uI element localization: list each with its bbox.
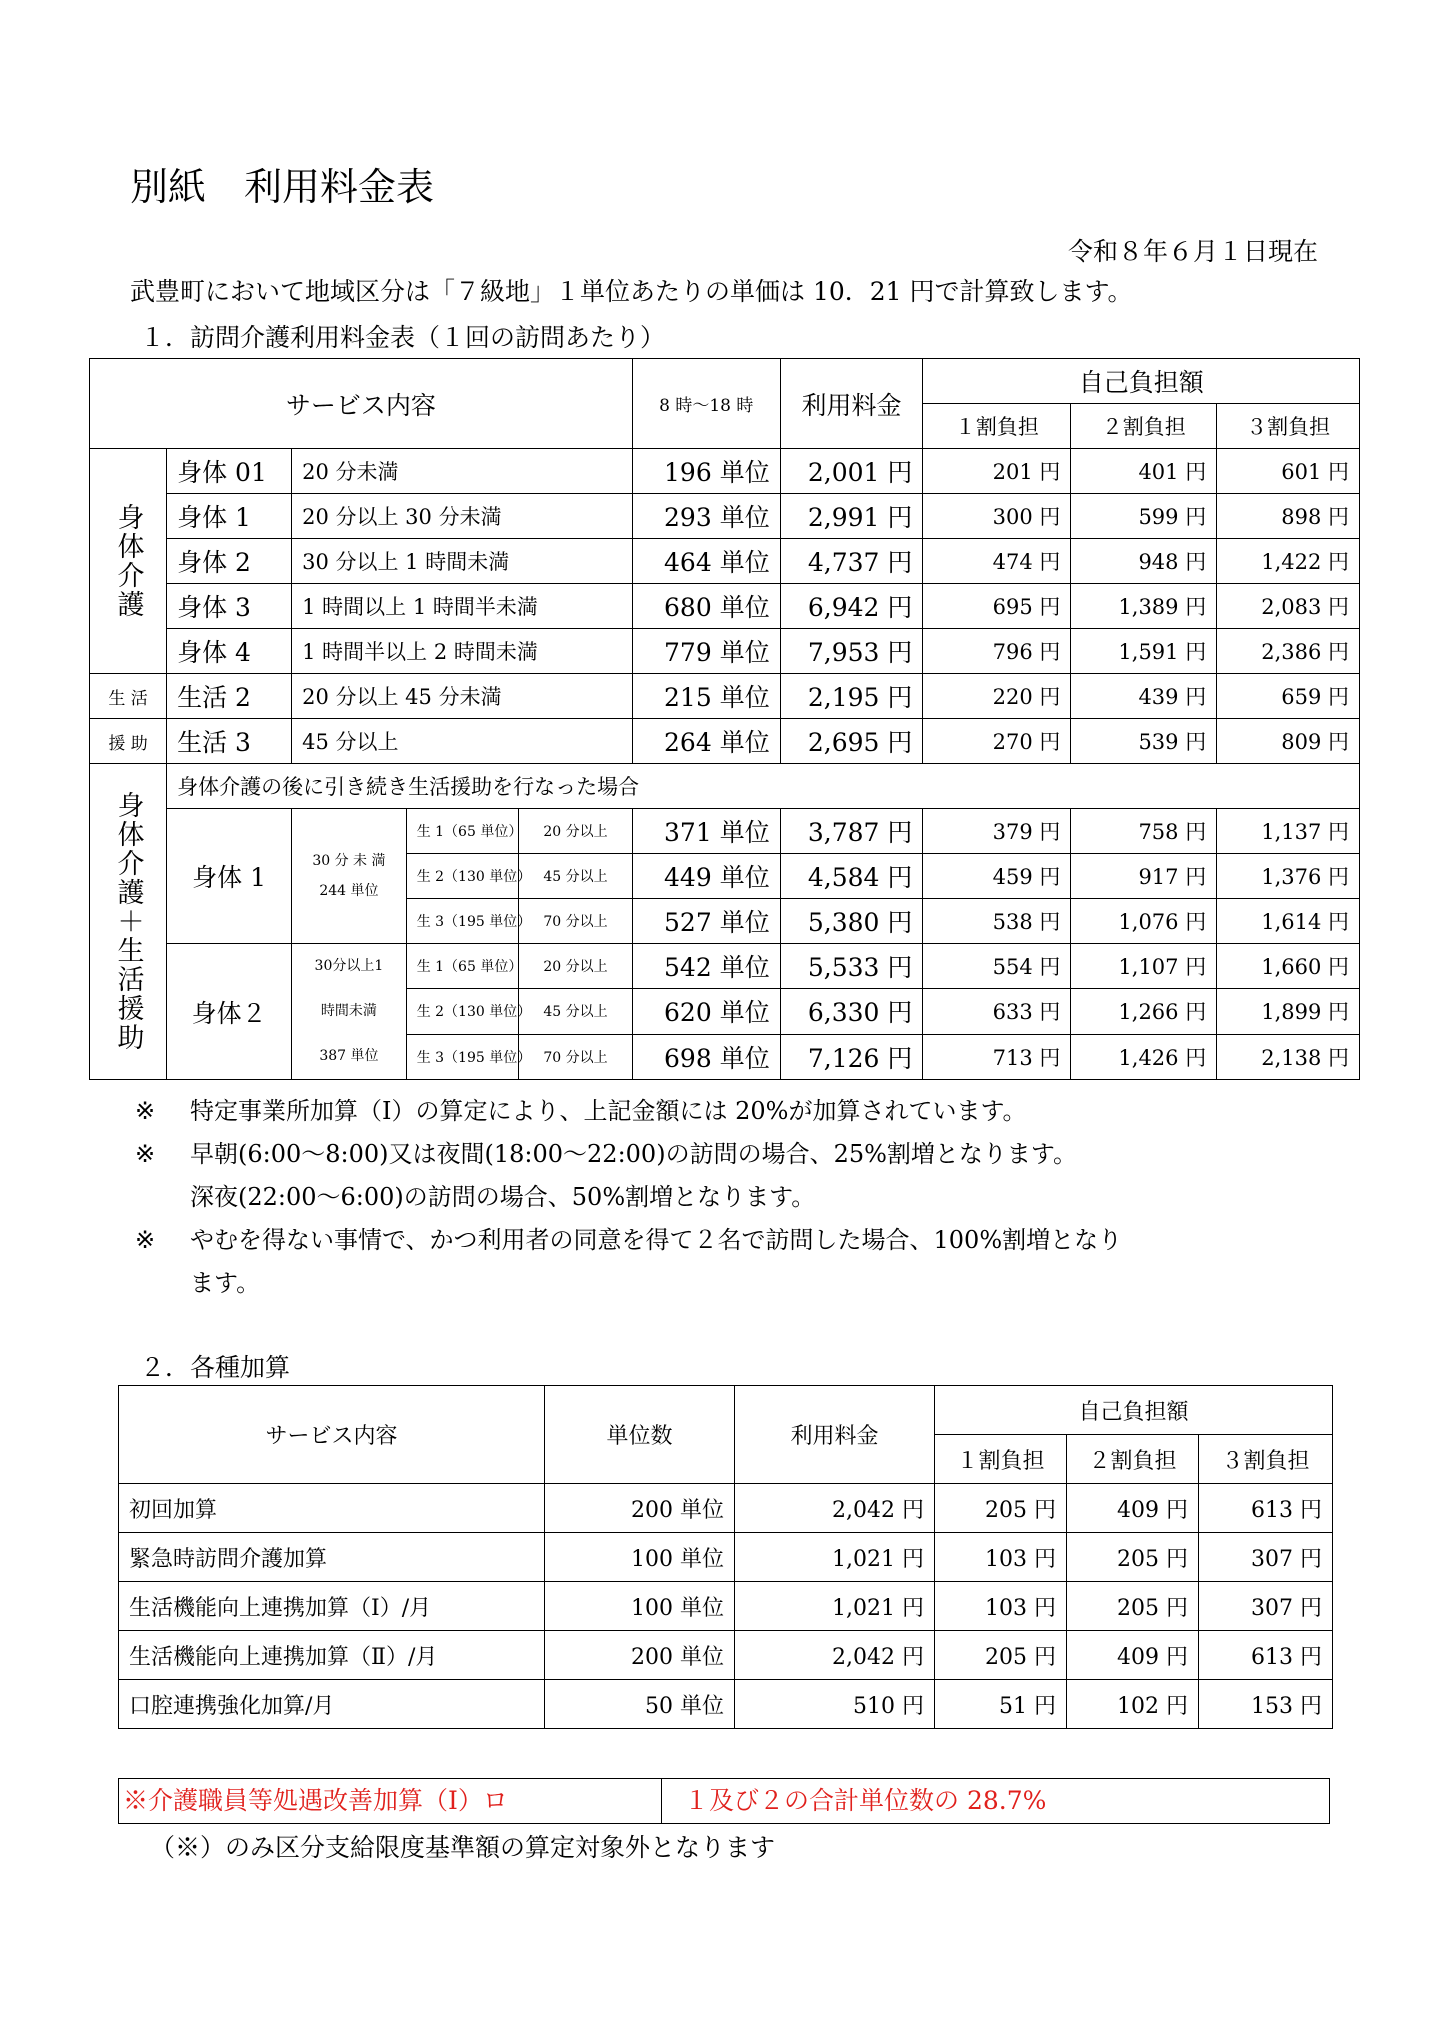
row-desc: 30 分以上 1 時間未満 — [292, 539, 633, 584]
row-desc: 1 時間以上 1 時間半未満 — [292, 584, 633, 629]
combo-1-sub-b: 244 単位 — [319, 883, 379, 899]
note-text: ます。 — [190, 1269, 261, 1297]
row-b2: 102 円 — [1067, 1680, 1199, 1729]
row-b2: 1,266 円 — [1071, 989, 1217, 1034]
combo-s: 生 3（195 単位） — [406, 1034, 519, 1079]
row-b1: 633 円 — [923, 989, 1071, 1034]
row-units: 371 単位 — [632, 809, 780, 854]
header-units: 単位数 — [545, 1386, 735, 1484]
combo-t: 20 分以上 — [519, 944, 633, 989]
visit-care-fee-table — [89, 358, 1360, 1080]
row-b2: 409 円 — [1067, 1631, 1199, 1680]
row-b1: 554 円 — [923, 944, 1071, 989]
note-2 — [135, 1133, 1122, 1219]
row-units: 200 単位 — [545, 1631, 735, 1680]
row-b1: 713 円 — [923, 1034, 1071, 1079]
row-name: 身体 01 — [167, 449, 292, 494]
row-units: 293 単位 — [632, 494, 780, 539]
combo-t: 20 分以上 — [519, 809, 633, 854]
combo-2-name: 身体２ — [167, 944, 292, 1080]
row-units: 50 単位 — [545, 1680, 735, 1729]
row-fee: 2,001 円 — [780, 449, 923, 494]
combo-2-sub-a: 30分以上1 — [314, 958, 384, 974]
row-name: 生活 3 — [167, 719, 292, 764]
header-burden-1: １割負担 — [923, 404, 1071, 449]
header-burden: 自己負担額 — [935, 1386, 1333, 1435]
row-b1: 201 円 — [923, 449, 1071, 494]
row-name: 身体 4 — [167, 629, 292, 674]
row-desc: 20 分未満 — [292, 449, 633, 494]
row-units: 100 単位 — [545, 1582, 735, 1631]
row-units: 264 単位 — [632, 719, 780, 764]
row-b1: 205 円 — [935, 1484, 1067, 1533]
row-b1: 205 円 — [935, 1631, 1067, 1680]
improvement-addition-label: ※介護職員等処遇改善加算（Ⅰ）ロ — [119, 1779, 662, 1823]
row-fee: 510 円 — [735, 1680, 935, 1729]
combo-s: 生 1（65 単位） — [406, 944, 519, 989]
row-b2: 599 円 — [1071, 494, 1217, 539]
row-units: 200 単位 — [545, 1484, 735, 1533]
date-label: 令和８年６月１日現在 — [1067, 237, 1318, 266]
note-mark: ※ — [135, 1226, 156, 1254]
row-b3: 2,386 円 — [1217, 629, 1360, 674]
row-fee: 7,126 円 — [780, 1034, 923, 1079]
row-b3: 1,422 円 — [1217, 539, 1360, 584]
notes-block — [135, 1090, 1122, 1305]
group-shintai-label: 身体介護 — [90, 449, 167, 674]
table-row — [90, 944, 1360, 989]
section-2-heading: ２．各種加算 — [140, 1353, 291, 1382]
group-combo-label: 身体介護＋生活援助 — [90, 764, 167, 1080]
row-fee: 6,942 円 — [780, 584, 923, 629]
row-b2: 1,426 円 — [1071, 1034, 1217, 1079]
table-row — [90, 674, 1360, 719]
row-units: 100 単位 — [545, 1533, 735, 1582]
row-b1: 538 円 — [923, 899, 1071, 944]
combo-s: 生 1（65 単位） — [406, 809, 519, 854]
row-b3: 809 円 — [1217, 719, 1360, 764]
combo-t: 45 分以上 — [519, 989, 633, 1034]
row-units: 779 単位 — [632, 629, 780, 674]
row-b2: 758 円 — [1071, 809, 1217, 854]
header-burden-2: ２割負担 — [1067, 1435, 1199, 1484]
row-b1: 103 円 — [935, 1582, 1067, 1631]
row-desc: 20 分以上 30 分未満 — [292, 494, 633, 539]
note-mark: ※ — [135, 1140, 156, 1168]
row-b3: 1,376 円 — [1217, 854, 1360, 899]
table-row — [90, 809, 1360, 854]
row-desc: 20 分以上 45 分未満 — [292, 674, 633, 719]
row-units: 196 単位 — [632, 449, 780, 494]
row-units: 698 単位 — [632, 1034, 780, 1079]
table-row — [90, 539, 1360, 584]
row-b1: 459 円 — [923, 854, 1071, 899]
row-b3: 1,660 円 — [1217, 944, 1360, 989]
row-b3: 2,138 円 — [1217, 1034, 1360, 1079]
section-1-heading: １．訪問介護利用料金表（１回の訪問あたり） — [140, 323, 666, 352]
table-row — [119, 1631, 1333, 1680]
row-name: 身体 2 — [167, 539, 292, 584]
row-b2: 1,076 円 — [1071, 899, 1217, 944]
row-b3: 307 円 — [1199, 1582, 1333, 1631]
row-fee: 5,533 円 — [780, 944, 923, 989]
header-burden-2: ２割負担 — [1071, 404, 1217, 449]
header-burden-3: ３割負担 — [1199, 1435, 1333, 1484]
note-text: 特定事業所加算（Ⅰ）の算定により、上記金額には 20%が加算されています。 — [190, 1097, 1027, 1125]
note-text: 早朝(6:00～8:00)又は夜間(18:00～22:00)の訪問の場合、25%割増となります。 — [190, 1140, 1077, 1168]
combo-caption-row — [90, 764, 1360, 809]
row-b2: 401 円 — [1071, 449, 1217, 494]
row-b3: 1,137 円 — [1217, 809, 1360, 854]
row-fee: 1,021 円 — [735, 1582, 935, 1631]
row-fee: 5,380 円 — [780, 899, 923, 944]
combo-2-sub-c: 387 単位 — [319, 1048, 379, 1064]
combo-s: 生 2（130 単位） — [406, 989, 519, 1034]
row-b2: 1,389 円 — [1071, 584, 1217, 629]
row-fee: 4,737 円 — [780, 539, 923, 584]
row-fee: 2,042 円 — [735, 1631, 935, 1680]
row-units: 215 単位 — [632, 674, 780, 719]
combo-1-sub — [292, 809, 407, 944]
group-seikatsu-label-1: 生 活 — [90, 674, 167, 719]
row-b1: 300 円 — [923, 494, 1071, 539]
header-time: 8 時～18 時 — [632, 359, 780, 449]
row-b1: 270 円 — [923, 719, 1071, 764]
table-row — [90, 449, 1360, 494]
row-desc: 45 分以上 — [292, 719, 633, 764]
table-row — [90, 584, 1360, 629]
combo-1-name: 身体 1 — [167, 809, 292, 944]
row-units: 620 単位 — [632, 989, 780, 1034]
header-fee: 利用料金 — [735, 1386, 935, 1484]
row-fee: 7,953 円 — [780, 629, 923, 674]
table-row — [119, 1533, 1333, 1582]
row-name: 緊急時訪問介護加算 — [119, 1533, 545, 1582]
row-b3: 601 円 — [1217, 449, 1360, 494]
row-units: 527 単位 — [632, 899, 780, 944]
row-name: 生活機能向上連携加算（Ⅰ）/月 — [119, 1582, 545, 1631]
improvement-addition-value: １及び２の合計単位数の 28.7% — [684, 1786, 1047, 1815]
header-burden-1: １割負担 — [935, 1435, 1067, 1484]
group-seikatsu-label-2: 援 助 — [90, 719, 167, 764]
row-b3: 659 円 — [1217, 674, 1360, 719]
row-name: 生活 2 — [167, 674, 292, 719]
combo-s: 生 3（195 単位） — [406, 899, 519, 944]
row-b2: 409 円 — [1067, 1484, 1199, 1533]
row-fee: 3,787 円 — [780, 809, 923, 854]
header-service: サービス内容 — [119, 1386, 545, 1484]
note-mark: ※ — [135, 1097, 156, 1125]
combo-t: 45 分以上 — [519, 854, 633, 899]
note-1 — [135, 1090, 1122, 1133]
row-b3: 2,083 円 — [1217, 584, 1360, 629]
combo-t: 70 分以上 — [519, 899, 633, 944]
row-units: 680 単位 — [632, 584, 780, 629]
note-3 — [135, 1219, 1122, 1305]
header-service: サービス内容 — [90, 359, 633, 449]
row-b3: 153 円 — [1199, 1680, 1333, 1729]
row-fee: 2,042 円 — [735, 1484, 935, 1533]
row-fee: 1,021 円 — [735, 1533, 935, 1582]
row-b2: 1,107 円 — [1071, 944, 1217, 989]
row-b3: 307 円 — [1199, 1533, 1333, 1582]
row-name: 初回加算 — [119, 1484, 545, 1533]
row-fee: 6,330 円 — [780, 989, 923, 1034]
row-b2: 917 円 — [1071, 854, 1217, 899]
improvement-addition-box — [118, 1778, 1330, 1824]
row-b1: 796 円 — [923, 629, 1071, 674]
row-b1: 695 円 — [923, 584, 1071, 629]
combo-caption: 身体介護の後に引き続き生活援助を行なった場合 — [167, 764, 1360, 809]
row-b2: 539 円 — [1071, 719, 1217, 764]
header-burden-3: ３割負担 — [1217, 404, 1360, 449]
intro-text: 武豊町において地域区分は「７級地」１単位あたりの単価は 10．21 円で計算致します。 — [130, 277, 1133, 306]
row-fee: 2,991 円 — [780, 494, 923, 539]
table-row — [90, 719, 1360, 764]
combo-2-sub — [292, 944, 407, 1080]
row-b1: 379 円 — [923, 809, 1071, 854]
table-row — [119, 1582, 1333, 1631]
combo-2-sub-b: 時間未満 — [320, 1003, 377, 1019]
additional-fee-table — [118, 1385, 1333, 1729]
row-fee: 4,584 円 — [780, 854, 923, 899]
header-burden: 自己負担額 — [923, 359, 1360, 404]
row-b3: 898 円 — [1217, 494, 1360, 539]
row-fee: 2,695 円 — [780, 719, 923, 764]
table-row — [90, 494, 1360, 539]
row-b2: 439 円 — [1071, 674, 1217, 719]
footnote: （※）のみ区分支給限度基準額の算定対象外となります — [150, 1833, 776, 1862]
row-name: 身体 3 — [167, 584, 292, 629]
row-b2: 205 円 — [1067, 1582, 1199, 1631]
combo-s: 生 2（130 単位） — [406, 854, 519, 899]
row-fee: 2,195 円 — [780, 674, 923, 719]
note-text: 深夜(22:00～6:00)の訪問の場合、50%割増となります。 — [190, 1183, 816, 1211]
row-b3: 613 円 — [1199, 1484, 1333, 1533]
combo-t: 70 分以上 — [519, 1034, 633, 1079]
row-units: 542 単位 — [632, 944, 780, 989]
combo-1-sub-a: 30 分 未 満 — [312, 853, 386, 869]
row-b1: 51 円 — [935, 1680, 1067, 1729]
row-b2: 948 円 — [1071, 539, 1217, 584]
row-desc: 1 時間半以上 2 時間未満 — [292, 629, 633, 674]
row-b2: 1,591 円 — [1071, 629, 1217, 674]
row-b2: 205 円 — [1067, 1533, 1199, 1582]
table-row — [119, 1484, 1333, 1533]
row-b3: 1,614 円 — [1217, 899, 1360, 944]
row-units: 449 単位 — [632, 854, 780, 899]
row-name: 口腔連携強化加算/月 — [119, 1680, 545, 1729]
row-b1: 103 円 — [935, 1533, 1067, 1582]
row-name: 身体 1 — [167, 494, 292, 539]
header-fee: 利用料金 — [780, 359, 923, 449]
table-row — [119, 1680, 1333, 1729]
row-b3: 613 円 — [1199, 1631, 1333, 1680]
note-text: やむを得ない事情で、かつ利用者の同意を得て２名で訪問した場合、100%割増となり — [190, 1226, 1123, 1254]
page-title: 別紙 利用料金表 — [130, 165, 435, 209]
row-b3: 1,899 円 — [1217, 989, 1360, 1034]
row-units: 464 単位 — [632, 539, 780, 584]
row-b1: 220 円 — [923, 674, 1071, 719]
row-b1: 474 円 — [923, 539, 1071, 584]
table-row — [90, 629, 1360, 674]
row-name: 生活機能向上連携加算（Ⅱ）/月 — [119, 1631, 545, 1680]
